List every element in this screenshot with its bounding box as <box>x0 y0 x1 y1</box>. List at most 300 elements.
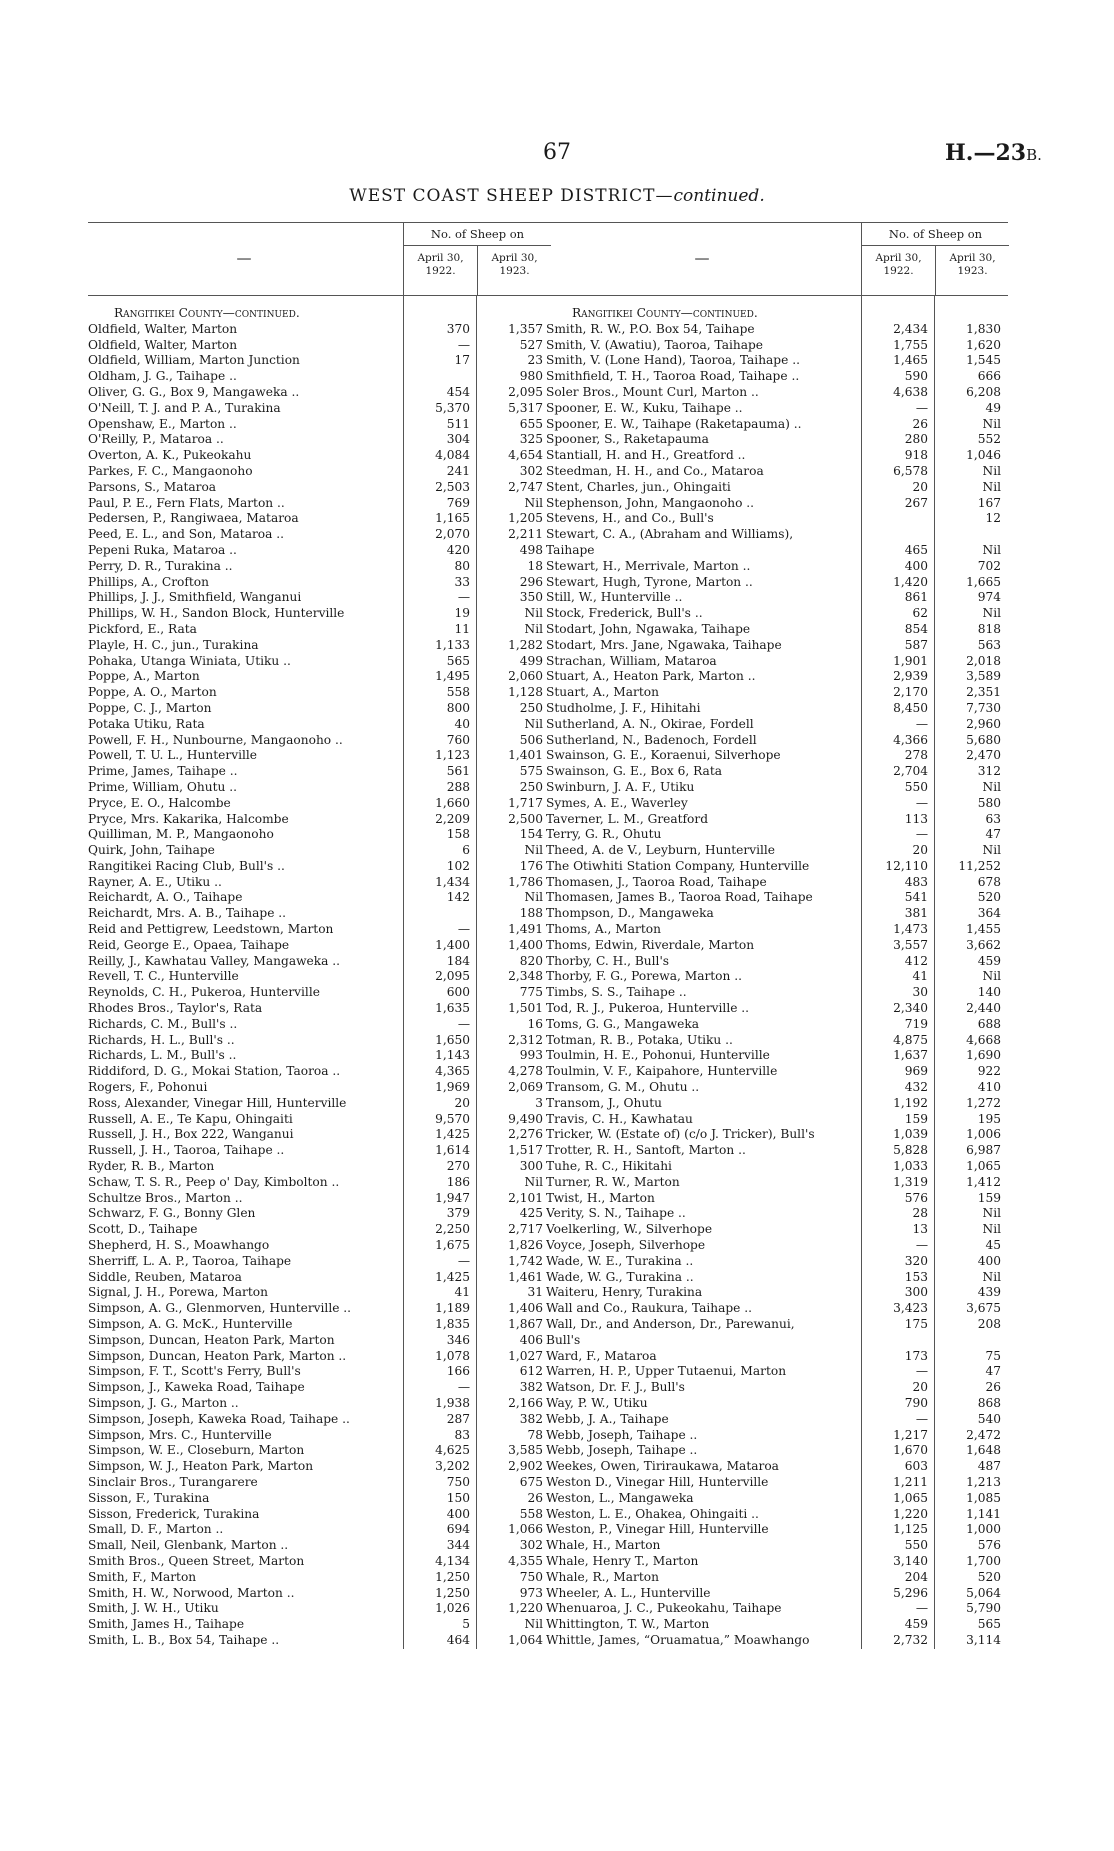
owner-name: Pohaka, Utanga Winiata, Utiku .. <box>88 653 291 668</box>
table-row <box>546 1001 1008 1017</box>
owner-name: Stent, Charles, jun., Ohingaiti <box>546 479 731 494</box>
sheep-count-1923: 1,027 <box>508 1348 543 1363</box>
sheep-count-1923: 1,786 <box>508 874 543 889</box>
owner-name: Thomasen, James B., Taoroa Road, Taihape <box>546 890 813 905</box>
sheep-count-1923: 2,211 <box>508 527 543 542</box>
sheep-count-1922: — <box>915 400 928 415</box>
sheep-count-1923: 3,585 <box>508 1443 543 1458</box>
sheep-count-1922: 300 <box>904 1285 928 1300</box>
sheep-count-1922: 918 <box>904 448 928 463</box>
table-row <box>546 1633 1008 1649</box>
table-row <box>546 1491 1008 1507</box>
owner-name: Whenuaroa, J. C., Pukeokahu, Taihape <box>546 1601 782 1616</box>
sheep-count-1922: 278 <box>904 748 928 763</box>
sheep-count-1922: 550 <box>904 1538 928 1553</box>
sheep-count-1923: 3,114 <box>966 1632 1001 1647</box>
table-row <box>546 733 1008 749</box>
owner-name: Rangitikei Racing Club, Bull's .. <box>88 858 285 873</box>
owner-name: Phillips, W. H., Sandon Block, Hunterville <box>88 606 345 621</box>
sheep-count-1922: 6,578 <box>893 463 928 478</box>
sheep-count-1922: 1,755 <box>893 337 928 352</box>
owner-name: Parkes, F. C., Mangaonoho <box>88 463 253 478</box>
sheep-count-1923: 364 <box>977 906 1001 921</box>
owner-name: Reichardt, Mrs. A. B., Taihape .. <box>88 906 287 921</box>
table-row <box>546 843 1008 859</box>
sheep-count-1923: 2,348 <box>508 969 543 984</box>
sheep-count-1922: 28 <box>912 1206 928 1221</box>
sheep-count-1923: 1,205 <box>508 511 543 526</box>
sheep-count-1923: 400 <box>977 1253 1001 1268</box>
table-row <box>546 1096 1008 1112</box>
owner-name: Voelkerling, W., Silverhope <box>546 1222 713 1237</box>
sheep-count-1923: 23 <box>527 353 543 368</box>
owner-name: Smith, James H., Taihape <box>88 1617 245 1632</box>
sheep-count-1922: 1,425 <box>435 1269 470 1284</box>
sheep-count-1923: 176 <box>519 858 543 873</box>
sheep-count-1923: 1,066 <box>508 1522 543 1537</box>
table-row <box>88 1570 550 1586</box>
owner-name: Sinclair Bros., Turangarere <box>88 1474 258 1489</box>
sheep-count-1922: 1,675 <box>435 1238 470 1253</box>
table-row <box>88 701 550 717</box>
sheep-count-1922: 2,095 <box>435 969 470 984</box>
owner-name: Travis, C. H., Kawhatau <box>546 1111 693 1126</box>
table-row <box>88 511 550 527</box>
table-row <box>546 353 1008 369</box>
sheep-count-1922: 280 <box>904 432 928 447</box>
table-row <box>546 1175 1008 1191</box>
col1-line1: April 30, <box>417 252 464 264</box>
owner-name: Stewart, C. A., (Abraham and Williams), <box>546 527 794 542</box>
sheep-count-1923: 1,717 <box>508 795 543 810</box>
table-row <box>546 764 1008 780</box>
sheep-count-1923: 1,128 <box>508 685 543 700</box>
sheep-count-1923: 140 <box>977 985 1001 1000</box>
table-row <box>546 1033 1008 1049</box>
owner-name: Smith, J. W. H., Utiku <box>88 1601 219 1616</box>
owner-name: Pepeni Ruka, Mataroa .. <box>88 542 237 557</box>
col2-line2: 1923. <box>957 265 988 277</box>
owner-name: Small, Neil, Glenbank, Marton .. <box>88 1538 289 1553</box>
sheep-count-1923: Nil <box>982 843 1001 858</box>
table-row <box>88 1380 550 1396</box>
sheep-count-1922: 1,039 <box>893 1127 928 1142</box>
owner-name: Tricker, W. (Estate of) (c/o J. Tricker), Bull's <box>546 1127 815 1142</box>
sheep-count-1922: 1,250 <box>435 1569 470 1584</box>
table-row <box>88 606 550 622</box>
table-row <box>88 827 550 843</box>
sheep-count-1922: 5 <box>462 1617 470 1632</box>
owner-name: Sisson, Frederick, Turakina <box>88 1506 260 1521</box>
sheep-count-1923: Nil <box>524 716 543 731</box>
doc-ref-main: H.—23 <box>945 140 1027 166</box>
table-row <box>88 385 550 401</box>
table-body <box>88 296 550 1649</box>
owner-name: Spooner, S., Raketapauma <box>546 432 709 447</box>
sheep-count-1922: 184 <box>446 953 470 968</box>
owner-name: Webb, Joseph, Taihape .. <box>546 1427 698 1442</box>
sheep-count-1923: 1,545 <box>966 353 1001 368</box>
sheep-count-1922: 454 <box>446 384 470 399</box>
owner-name: Reynolds, C. H., Pukeroa, Hunterville <box>88 985 320 1000</box>
sheep-count-1923: 1,412 <box>966 1174 1001 1189</box>
sheep-count-1923: 1,400 <box>508 937 543 952</box>
sheep-count-1923: 425 <box>519 1206 543 1221</box>
table-body <box>546 296 1008 1649</box>
sheep-count-1923: Nil <box>982 542 1001 557</box>
owner-name: Shepherd, H. S., Moawhango <box>88 1238 270 1253</box>
table-row <box>88 969 550 985</box>
owner-name: Taihape <box>546 542 595 557</box>
table-row <box>546 1459 1008 1475</box>
sheep-count-1923: Nil <box>982 969 1001 984</box>
sheep-count-1923: 2,902 <box>508 1459 543 1474</box>
table-row <box>546 1364 1008 1380</box>
sheep-count-1922: 41 <box>454 1285 470 1300</box>
table-row <box>546 1048 1008 1064</box>
table-row <box>88 1491 550 1507</box>
owner-name: Wade, W. E., Turakina .. <box>546 1253 694 1268</box>
table-row <box>88 417 550 433</box>
table-row <box>88 322 550 338</box>
sheep-count-1922: — <box>915 1601 928 1616</box>
sheep-count-1923: 3,662 <box>966 937 1001 952</box>
table-row <box>546 1412 1008 1428</box>
sheep-count-1923: 2,351 <box>966 685 1001 700</box>
sheep-count-1922: 20 <box>454 1095 470 1110</box>
sheep-count-1923: 2,069 <box>508 1080 543 1095</box>
col2-line1: April 30, <box>491 252 538 264</box>
sheep-count-1923: 4,355 <box>508 1553 543 1568</box>
sheep-count-1922: 166 <box>446 1364 470 1379</box>
sheep-count-1923: 195 <box>977 1111 1001 1126</box>
table-row <box>88 764 550 780</box>
sheep-count-1923: 2,166 <box>508 1395 543 1410</box>
table-row <box>88 1222 550 1238</box>
sheep-count-1922: 861 <box>904 590 928 605</box>
sheep-count-1922: 5,296 <box>893 1585 928 1600</box>
sheep-count-1922: 1,434 <box>435 874 470 889</box>
sheep-count-1923: 26 <box>985 1380 1001 1395</box>
table-row <box>546 812 1008 828</box>
table-row <box>88 1112 550 1128</box>
table-row <box>88 748 550 764</box>
sheep-count-1923: 188 <box>519 906 543 921</box>
table-row <box>546 1112 1008 1128</box>
owner-name: Overton, A. K., Pukeokahu <box>88 448 252 463</box>
sheep-count-1922: 2,340 <box>893 1001 928 1016</box>
owner-name: Reid, George E., Opaea, Taihape <box>88 937 290 952</box>
table-row <box>546 480 1008 496</box>
sheep-count-1922: 5,370 <box>435 400 470 415</box>
table-row <box>546 1475 1008 1491</box>
table-row <box>88 1617 550 1633</box>
table-row <box>88 985 550 1001</box>
table-row <box>88 1586 550 1602</box>
table-row <box>546 875 1008 891</box>
sheep-count-1922: 1,078 <box>435 1348 470 1363</box>
table-row <box>546 1570 1008 1586</box>
owner-name: The Otiwhiti Station Company, Hunterville <box>546 858 810 873</box>
table-row <box>88 480 550 496</box>
owner-name: Sherriff, L. A. P., Taoroa, Taihape <box>88 1253 292 1268</box>
sheep-count-1922: 13 <box>912 1222 928 1237</box>
sheep-count-1923: 520 <box>977 890 1001 905</box>
owner-name: Stantiall, H. and H., Greatford .. <box>546 448 746 463</box>
table-row <box>88 1301 550 1317</box>
owner-name: Whittington, T. W., Marton <box>546 1617 710 1632</box>
sheep-count-1923: 300 <box>519 1159 543 1174</box>
sheep-count-1923: 820 <box>519 953 543 968</box>
column-rule <box>934 296 935 1649</box>
sheep-count-1923: 6,208 <box>966 384 1001 399</box>
owner-name: Richards, L. M., Bull's .. <box>88 1048 237 1063</box>
owner-name: Whale, R., Marton <box>546 1569 659 1584</box>
owner-name: Whittle, James, “Oruamatua,” Moawhango <box>546 1632 810 1647</box>
sheep-count-1922: 4,365 <box>435 1064 470 1079</box>
page-title <box>0 186 1114 206</box>
table-row <box>546 796 1008 812</box>
table-row <box>546 1191 1008 1207</box>
sheep-count-1922: — <box>457 1380 470 1395</box>
sheep-count-1922: 600 <box>446 985 470 1000</box>
sheep-count-1922: 241 <box>446 463 470 478</box>
sheep-count-1923: 2,312 <box>508 1032 543 1047</box>
sheep-count-1923: Nil <box>982 1269 1001 1284</box>
section-heading: Rangitikei County—continued. <box>114 306 300 320</box>
sheep-count-1922: 159 <box>904 1111 928 1126</box>
header-dash: — <box>236 249 252 267</box>
sheep-count-1923: 1,648 <box>966 1443 1001 1458</box>
sheep-count-1922: 11 <box>454 621 470 636</box>
sheep-count-1922: 4,875 <box>893 1032 928 1047</box>
sheep-count-1922: 565 <box>446 653 470 668</box>
sheep-count-1923: 818 <box>977 621 1001 636</box>
sheep-count-1923: 552 <box>977 432 1001 447</box>
owner-name: Timbs, S. S., Taihape .. <box>546 985 687 1000</box>
sheep-count-1922: 344 <box>446 1538 470 1553</box>
sheep-count-1922: 541 <box>904 890 928 905</box>
table-row <box>546 1159 1008 1175</box>
sheep-count-1922: 370 <box>446 321 470 336</box>
sheep-count-1922: 465 <box>904 542 928 557</box>
owner-name: Toulmin, H. E., Pohonui, Hunterville <box>546 1048 770 1063</box>
owner-name: Thompson, D., Mangaweka <box>546 906 714 921</box>
owner-name: Sutherland, A. N., Okirae, Fordell <box>546 716 754 731</box>
sheep-count-1922: 1,650 <box>435 1032 470 1047</box>
sheep-count-1923: 5,317 <box>508 400 543 415</box>
sheep-count-1922: 26 <box>912 416 928 431</box>
table-row <box>88 780 550 796</box>
owner-name: Trotter, R. H., Santoft, Marton .. <box>546 1143 746 1158</box>
owner-name: Reichardt, A. O., Taihape <box>88 890 243 905</box>
sheep-count-1923: 565 <box>977 1617 1001 1632</box>
sheep-count-1923: 563 <box>977 637 1001 652</box>
sheep-count-1923: 1,867 <box>508 1317 543 1331</box>
owner-name: Simpson, Duncan, Heaton Park, Marton .. <box>88 1348 347 1363</box>
sheep-count-1923: 1,085 <box>966 1490 1001 1505</box>
sheep-count-1922: 83 <box>454 1427 470 1442</box>
owner-name: Russell, J. H., Box 222, Wanganui <box>88 1127 294 1142</box>
sheep-count-1922: 204 <box>904 1569 928 1584</box>
sheep-count-1923: Nil <box>982 416 1001 431</box>
sheep-count-1923: 154 <box>519 827 543 842</box>
table-row <box>546 638 1008 654</box>
sheep-count-1923: 499 <box>519 653 543 668</box>
owner-name: Siddle, Reuben, Mataroa <box>88 1269 242 1284</box>
sheep-count-1923: 3 <box>535 1095 543 1110</box>
sheep-count-1923: 1,461 <box>508 1269 543 1284</box>
owner-name: Reilly, J., Kawhatau Valley, Mangaweka .. <box>88 953 341 968</box>
table-rows <box>546 322 1008 1649</box>
sheep-count-1923: Nil <box>982 463 1001 478</box>
sheep-count-1922: 590 <box>904 369 928 384</box>
sheep-count-1922: 33 <box>454 574 470 589</box>
sheep-count-1923: Nil <box>982 1206 1001 1221</box>
owner-name: Simpson, J., Kaweka Road, Taihape <box>88 1380 305 1395</box>
table-row <box>546 559 1008 575</box>
table-row <box>88 638 550 654</box>
sheep-count-1922: 175 <box>904 1317 928 1331</box>
table-row <box>88 859 550 875</box>
sheep-count-1922: 150 <box>446 1490 470 1505</box>
table-row <box>546 1443 1008 1459</box>
table-row <box>88 1096 550 1112</box>
owner-name: Whale, Henry T., Marton <box>546 1553 699 1568</box>
sheep-count-1922: 558 <box>446 685 470 700</box>
table-row <box>546 654 1008 670</box>
sheep-count-1923: 980 <box>519 369 543 384</box>
table-row <box>88 1270 550 1286</box>
sheep-count-1923: 2,440 <box>966 1001 1001 1016</box>
table-row <box>88 1017 550 1033</box>
owner-name: Schaw, T. S. R., Peep o' Day, Kimbolton .. <box>88 1174 340 1189</box>
owner-name: Ward, F., Mataroa <box>546 1348 657 1363</box>
sheep-count-1922: 3,423 <box>893 1301 928 1316</box>
sheep-count-1923: 47 <box>985 827 1001 842</box>
sheep-count-1922: 1,143 <box>435 1048 470 1063</box>
owner-name: Simpson, W. J., Heaton Park, Marton <box>88 1459 314 1474</box>
sheep-count-1923: 678 <box>977 874 1001 889</box>
sheep-count-1923: 26 <box>527 1490 543 1505</box>
owner-name: Stephenson, John, Mangaonoho .. <box>546 495 755 510</box>
sheep-count-1922 <box>403 906 476 922</box>
sheep-count-1922 <box>861 511 934 527</box>
sheep-count-label: No. of Sheep on <box>404 223 551 246</box>
table-row <box>546 1396 1008 1412</box>
owner-name: Swainson, G. E., Box 6, Rata <box>546 764 722 779</box>
sheep-count-1922: 1,192 <box>893 1095 928 1110</box>
sheep-count-1923: 1,357 <box>508 321 543 336</box>
owner-name: Warren, H. P., Upper Tutaenui, Marton <box>546 1364 787 1379</box>
sheep-count-1923: 350 <box>519 590 543 605</box>
table-row <box>88 1064 550 1080</box>
sheep-count-1922: 6 <box>462 843 470 858</box>
table-row <box>88 559 550 575</box>
table-row <box>88 1238 550 1254</box>
sheep-count-1922: 1,165 <box>435 511 470 526</box>
sheep-count-1922: 1,189 <box>435 1301 470 1316</box>
table-row <box>88 717 550 733</box>
table-row <box>546 1270 1008 1286</box>
column-rule <box>403 296 404 1649</box>
owner-name: Pickford, E., Rata <box>88 621 197 636</box>
table-row <box>88 875 550 891</box>
sheep-count-1922: 1,473 <box>893 922 928 937</box>
sheep-count-1923: 1,141 <box>966 1506 1001 1521</box>
sheep-count-1923: 702 <box>977 558 1001 573</box>
table-row <box>88 622 550 638</box>
sheep-count-1923: 2,472 <box>966 1427 1001 1442</box>
column-rule <box>476 296 477 1649</box>
sheep-count-1922: 854 <box>904 621 928 636</box>
sheep-count-1922: 760 <box>446 732 470 747</box>
sheep-count-1923: 558 <box>519 1506 543 1521</box>
col1-line2: 1922. <box>883 265 914 277</box>
table-row <box>88 1254 550 1270</box>
owner-name: Wall and Co., Raukura, Taihape .. <box>546 1301 753 1316</box>
table-row <box>546 527 1008 543</box>
table-row <box>88 1048 550 1064</box>
title-main: WEST COAST SHEEP DISTRICT— <box>349 186 674 206</box>
owner-name: Weston, L. E., Ohakea, Ohingaiti .. <box>546 1506 759 1521</box>
sheep-count-1922: 20 <box>912 843 928 858</box>
sheep-count-1922: 400 <box>904 558 928 573</box>
table-header <box>546 222 1008 296</box>
sheep-count-1922: 1,400 <box>435 937 470 952</box>
sheep-count-1923: 250 <box>519 700 543 715</box>
owner-name: Weston, L., Mangaweka <box>546 1490 694 1505</box>
sheep-count-1922: 1,217 <box>893 1427 928 1442</box>
table-row <box>546 417 1008 433</box>
owner-name: Simpson, A. G. McK., Hunterville <box>88 1317 293 1331</box>
sheep-count-1922: 400 <box>446 1506 470 1521</box>
table-row <box>546 622 1008 638</box>
sheep-count-1923: 527 <box>519 337 543 352</box>
sheep-count-1922: — <box>915 1238 928 1253</box>
table-row <box>88 1396 550 1412</box>
table-row <box>88 954 550 970</box>
owner-name: Sutherland, N., Badenoch, Fordell <box>546 732 757 747</box>
sheep-count-1922: 1,250 <box>435 1585 470 1600</box>
table-row <box>546 1538 1008 1554</box>
sheep-count-1923: 167 <box>977 495 1001 510</box>
sheep-count-1922: 3,140 <box>893 1553 928 1568</box>
table-row <box>546 590 1008 606</box>
owner-name: Phillips, A., Crofton <box>88 574 209 589</box>
table-row <box>546 1238 1008 1254</box>
sheep-count-1922: 412 <box>904 953 928 968</box>
owner-name: Powell, F. H., Nunbourne, Mangaonoho .. <box>88 732 343 747</box>
owner-name: Wall, Dr., and Anderson, Dr., Parewanui, <box>546 1317 795 1331</box>
sheep-count-1922: 30 <box>912 985 928 1000</box>
sheep-count-1922: 20 <box>912 1380 928 1395</box>
owner-name: Way, P. W., Utiku <box>546 1395 648 1410</box>
sheep-count-1922: 381 <box>904 906 928 921</box>
table-row <box>546 385 1008 401</box>
sheep-count-1922: 4,084 <box>435 448 470 463</box>
table-row <box>88 1475 550 1491</box>
table-row <box>546 543 1008 559</box>
table-row <box>88 432 550 448</box>
sheep-count-1923: 1,046 <box>966 448 1001 463</box>
owner-name: Thomasen, J., Taoroa Road, Taihape <box>546 874 767 889</box>
owner-name: Strachan, William, Mataroa <box>546 653 717 668</box>
table-row <box>546 322 1008 338</box>
table-row <box>546 369 1008 385</box>
sheep-count-1922: 3,202 <box>435 1459 470 1474</box>
owner-name: Transom, J., Ohutu <box>546 1095 662 1110</box>
